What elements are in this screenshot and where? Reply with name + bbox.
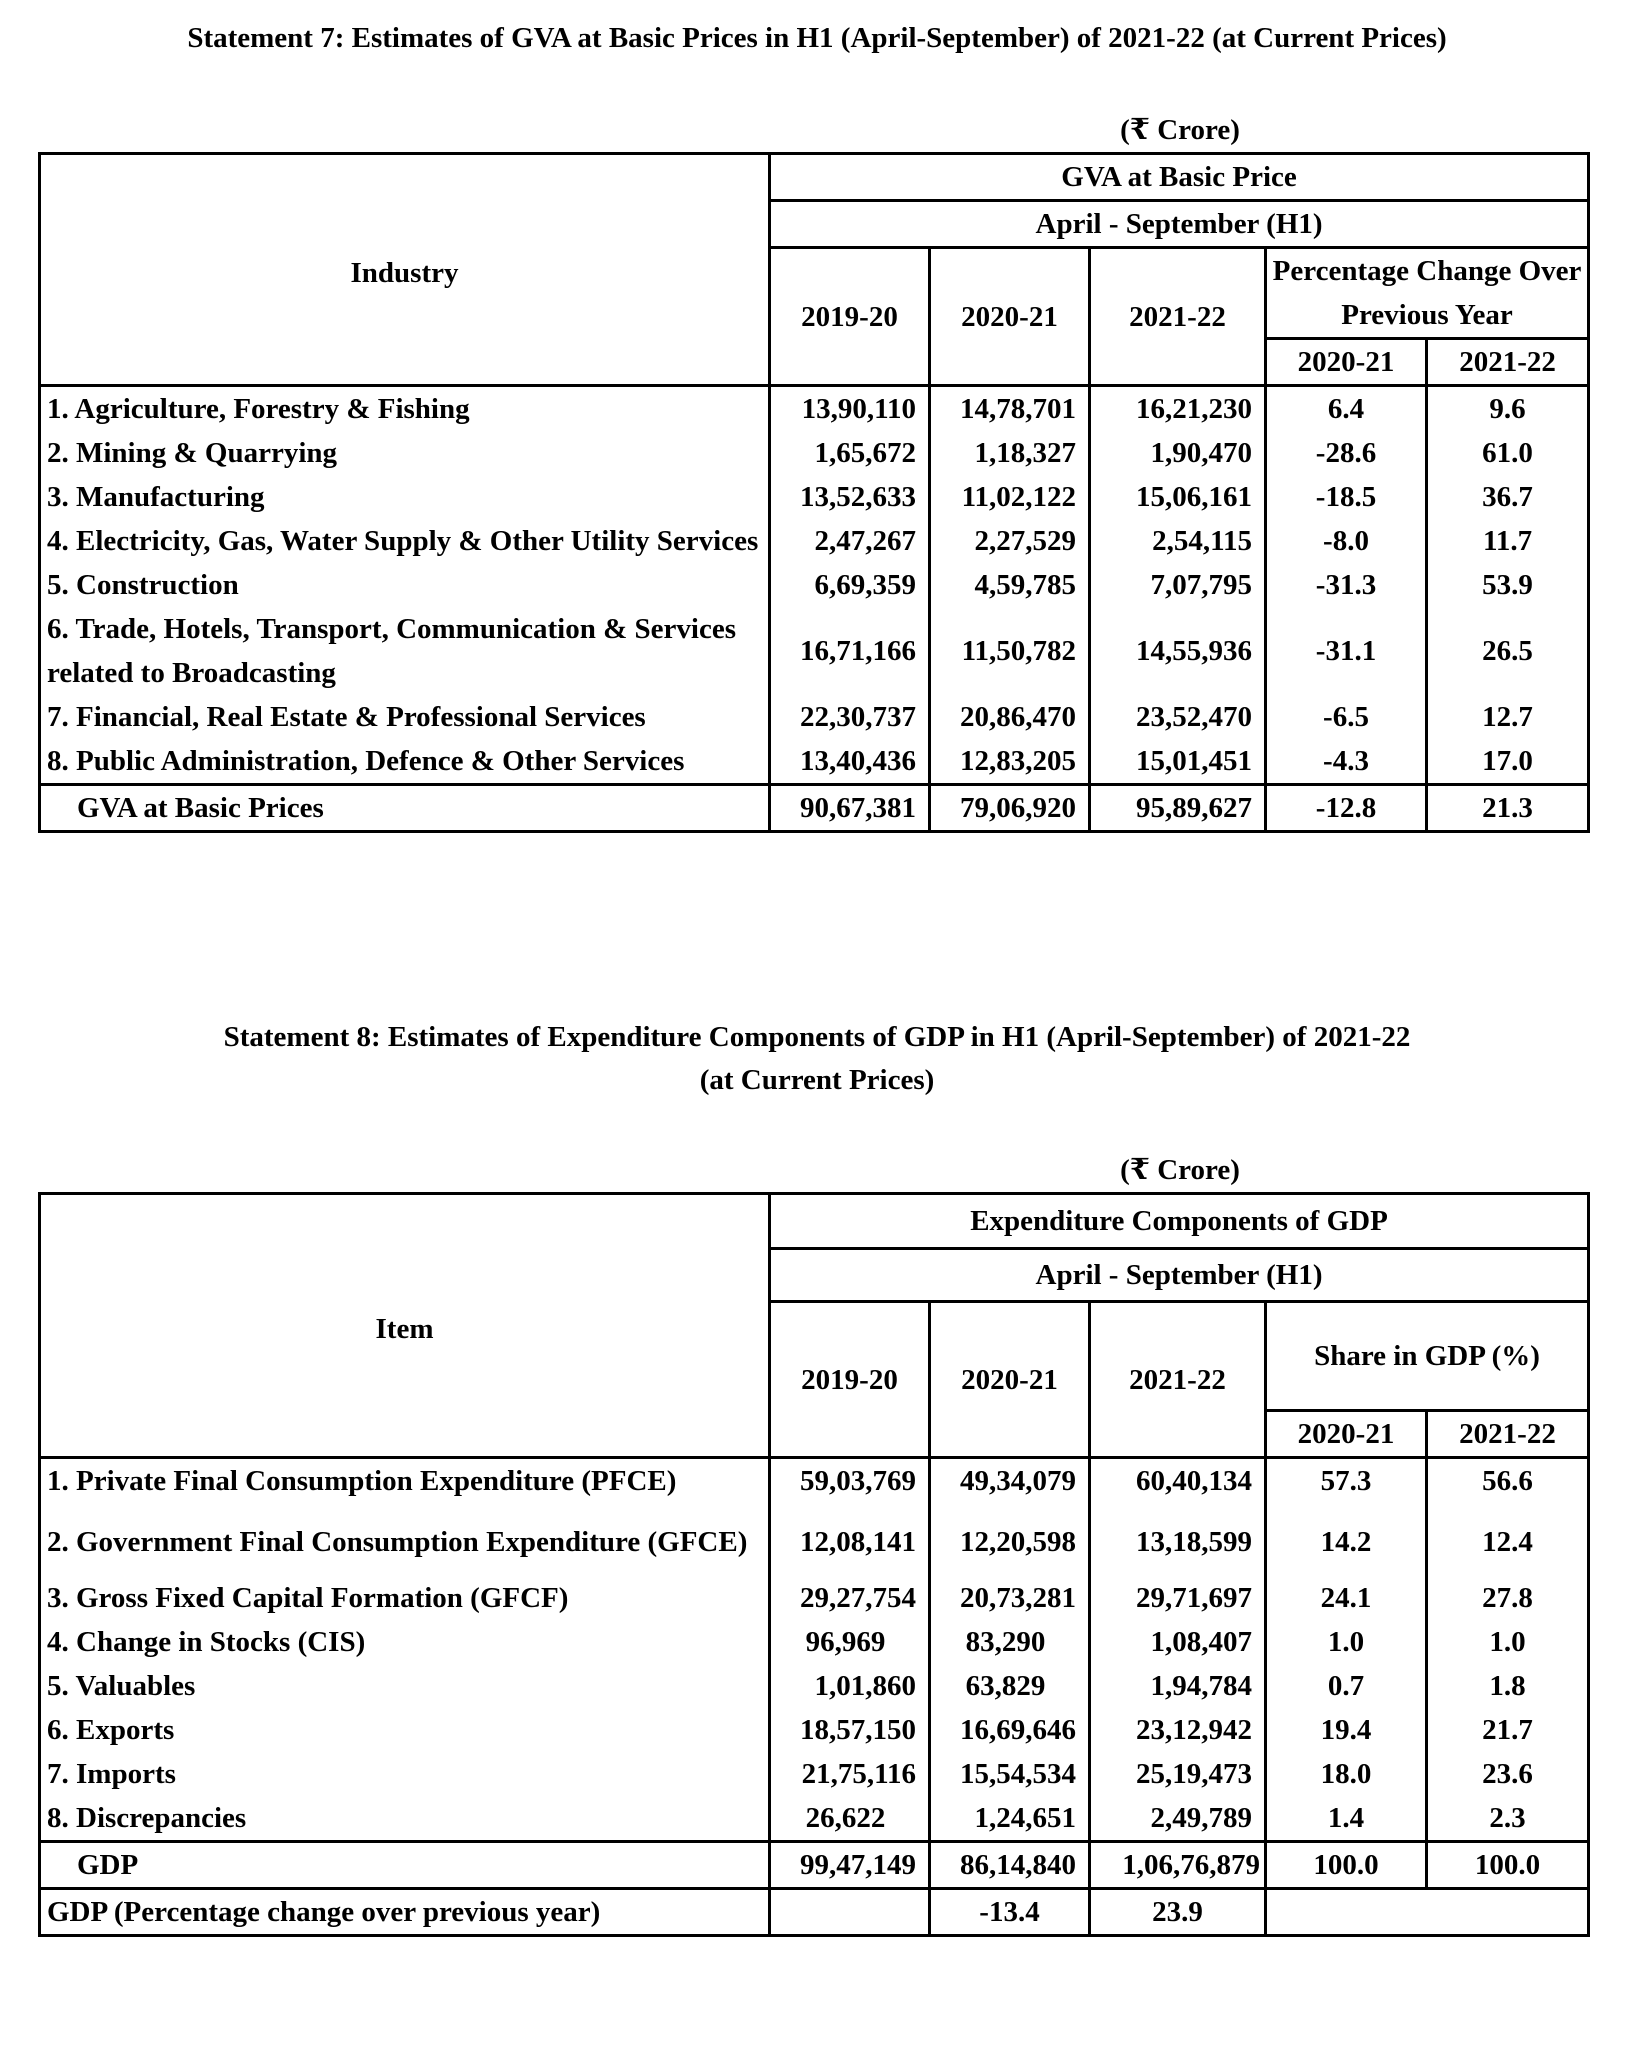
cell: 53.9 (1427, 563, 1589, 607)
table-row (40, 1708, 1589, 1752)
statement8-title: Statement 8: Estimates of Expenditure Components of GDP in H1 (April-September) of 2021-22 (223, 1021, 1411, 1053)
statement7-title: Statement 7: Estimates of GVA at Basic Prices in H1 (April-September) of 2021-22 (at Current Prices) (187, 22, 1447, 54)
cell: 14.2 (1266, 1508, 1427, 1576)
cell: 29,71,697 (1090, 1576, 1266, 1620)
year-header: 2019-20 (770, 248, 930, 386)
row-label: 7. Imports (40, 1752, 770, 1796)
year-header: 2021-22 (1090, 1302, 1266, 1458)
table-row (40, 607, 1589, 695)
cell: 79,06,920 (930, 785, 1090, 832)
table-row (40, 1752, 1589, 1796)
cell: 12.4 (1427, 1508, 1589, 1576)
table-row (40, 563, 1589, 607)
cell: 6,69,359 (770, 563, 930, 607)
cell: 25,19,473 (1090, 1752, 1266, 1796)
expenditure-group-header: Expenditure Components of GDP (770, 1194, 1589, 1249)
cell: 6.4 (1266, 386, 1427, 432)
cell: 12,08,141 (770, 1508, 930, 1576)
cell: 14,55,936 (1090, 607, 1266, 695)
pct-change-header: Percentage Change Over Previous Year (1266, 248, 1589, 339)
table-row (40, 1796, 1589, 1842)
cell: -12.8 (1266, 785, 1427, 832)
share-year-header: 2020-21 (1266, 1411, 1427, 1458)
cell: 27.8 (1427, 1576, 1589, 1620)
cell: 15,54,534 (930, 1752, 1090, 1796)
table-row (40, 386, 1589, 432)
cell: 1.0 (1266, 1620, 1427, 1664)
row-label: 3. Gross Fixed Capital Formation (GFCF) (40, 1576, 770, 1620)
industry-header: Industry (40, 154, 770, 386)
row-label: 6. Exports (40, 1708, 770, 1752)
cell: -13.4 (930, 1888, 1090, 1935)
table-row (40, 519, 1589, 563)
cell: 100.0 (1427, 1841, 1589, 1888)
cell: -31.1 (1266, 607, 1427, 695)
cell: -8.0 (1266, 519, 1427, 563)
cell: 13,18,599 (1090, 1508, 1266, 1576)
cell: 14,78,701 (930, 386, 1090, 432)
period-header: April - September (H1) (770, 1249, 1589, 1302)
cell: 90,67,381 (770, 785, 930, 832)
cell: 99,47,149 (770, 1841, 930, 1888)
cell: 23.6 (1427, 1752, 1589, 1796)
row-label: 8. Public Administration, Defence & Other Services (40, 739, 770, 785)
statement7-unit: (₹ Crore) (1120, 114, 1240, 146)
cell: 7,07,795 (1090, 563, 1266, 607)
cell: 1,24,651 (930, 1796, 1090, 1842)
row-label: 2. Mining & Quarrying (40, 431, 770, 475)
cell: 19.4 (1266, 1708, 1427, 1752)
cell: 16,71,166 (770, 607, 930, 695)
row-label: 8. Discrepancies (40, 1796, 770, 1842)
cell: -18.5 (1266, 475, 1427, 519)
cell: 1,08,407 (1090, 1620, 1266, 1664)
cell: 1,06,76,879 (1090, 1841, 1266, 1888)
cell: 2,27,529 (930, 519, 1090, 563)
cell: 12,83,205 (930, 739, 1090, 785)
cell: 11,50,782 (930, 607, 1090, 695)
cell: 22,30,737 (770, 695, 930, 739)
cell: 1,94,784 (1090, 1664, 1266, 1708)
table-row (40, 1576, 1589, 1620)
row-label: 5. Construction (40, 563, 770, 607)
cell (770, 1888, 930, 1935)
pct-year-header: 2020-21 (1266, 339, 1427, 386)
year-header: 2020-21 (930, 248, 1090, 386)
share-year-header: 2021-22 (1427, 1411, 1589, 1458)
cell: 83,290 (930, 1620, 1090, 1664)
statement8-table (38, 1192, 1590, 1937)
cell: 29,27,754 (770, 1576, 930, 1620)
cell: 20,86,470 (930, 695, 1090, 739)
cell: 16,69,646 (930, 1708, 1090, 1752)
cell: 61.0 (1427, 431, 1589, 475)
row-label: 1. Private Final Consumption Expenditure (PFCE) (40, 1458, 770, 1508)
table-row (40, 1620, 1589, 1664)
cell: 26,622 (770, 1796, 930, 1842)
cell: 13,52,633 (770, 475, 930, 519)
row-label: 4. Electricity, Gas, Water Supply & Other Utility Services (40, 519, 770, 563)
cell: 9.6 (1427, 386, 1589, 432)
cell: -31.3 (1266, 563, 1427, 607)
cell: 100.0 (1266, 1841, 1427, 1888)
statement8-unit: (₹ Crore) (1120, 1154, 1240, 1186)
total-label: GVA at Basic Prices (40, 785, 770, 832)
total-row (40, 1841, 1589, 1888)
cell: 1,90,470 (1090, 431, 1266, 475)
cell: 23.9 (1090, 1888, 1266, 1935)
cell: 2,49,789 (1090, 1796, 1266, 1842)
row-label: 3. Manufacturing (40, 475, 770, 519)
cell: 4,59,785 (930, 563, 1090, 607)
table-row (40, 431, 1589, 475)
row-label: 7. Financial, Real Estate & Professional Services (40, 695, 770, 739)
cell: 95,89,627 (1090, 785, 1266, 832)
statement8-subtitle: (at Current Prices) (699, 1064, 935, 1096)
row-label: 5. Valuables (40, 1664, 770, 1708)
cell: 1,01,860 (770, 1664, 930, 1708)
row-label: 6. Trade, Hotels, Transport, Communication & Services related to Broadcasting (40, 607, 770, 695)
cell: 21,75,116 (770, 1752, 930, 1796)
cell: 17.0 (1427, 739, 1589, 785)
cell: 1,18,327 (930, 431, 1090, 475)
statement7-table (38, 152, 1590, 833)
item-header: Item (40, 1194, 770, 1458)
growth-row (40, 1888, 1589, 1935)
row-label: 1. Agriculture, Forestry & Fishing (40, 386, 770, 432)
cell: 11,02,122 (930, 475, 1090, 519)
cell: 23,52,470 (1090, 695, 1266, 739)
cell: -28.6 (1266, 431, 1427, 475)
cell: 13,90,110 (770, 386, 930, 432)
cell: 1.0 (1427, 1620, 1589, 1664)
table-row (40, 1664, 1589, 1708)
gva-group-header: GVA at Basic Price (770, 154, 1589, 201)
table-row (40, 475, 1589, 519)
cell: 63,829 (930, 1664, 1090, 1708)
cell: 15,01,451 (1090, 739, 1266, 785)
cell: 13,40,436 (770, 739, 930, 785)
cell: 18.0 (1266, 1752, 1427, 1796)
cell: 11.7 (1427, 519, 1589, 563)
cell: 26.5 (1427, 607, 1589, 695)
cell (1266, 1888, 1589, 1935)
cell: 23,12,942 (1090, 1708, 1266, 1752)
table-row (40, 1508, 1589, 1576)
cell: -4.3 (1266, 739, 1427, 785)
cell: 57.3 (1266, 1458, 1427, 1508)
cell: 2,54,115 (1090, 519, 1266, 563)
cell: 1.8 (1427, 1664, 1589, 1708)
total-row (40, 785, 1589, 832)
year-header: 2021-22 (1090, 248, 1266, 386)
table-row (40, 695, 1589, 739)
row-label: 4. Change in Stocks (CIS) (40, 1620, 770, 1664)
year-header: 2019-20 (770, 1302, 930, 1458)
cell: 2,47,267 (770, 519, 930, 563)
total-label: GDP (40, 1841, 770, 1888)
table-row (40, 739, 1589, 785)
cell: 1,65,672 (770, 431, 930, 475)
cell: 86,14,840 (930, 1841, 1090, 1888)
cell: 36.7 (1427, 475, 1589, 519)
pct-year-header: 2021-22 (1427, 339, 1589, 386)
cell: 12,20,598 (930, 1508, 1090, 1576)
period-header: April - September (H1) (770, 201, 1589, 248)
cell: 18,57,150 (770, 1708, 930, 1752)
cell: 15,06,161 (1090, 475, 1266, 519)
cell: 24.1 (1266, 1576, 1427, 1620)
growth-label: GDP (Percentage change over previous year) (40, 1888, 770, 1935)
row-label: 2. Government Final Consumption Expenditure (GFCE) (40, 1508, 770, 1576)
cell: 96,969 (770, 1620, 930, 1664)
cell: 1.4 (1266, 1796, 1427, 1842)
table-row (40, 1458, 1589, 1508)
year-header: 2020-21 (930, 1302, 1090, 1458)
cell: 60,40,134 (1090, 1458, 1266, 1508)
cell: 56.6 (1427, 1458, 1589, 1508)
cell: 2.3 (1427, 1796, 1589, 1842)
cell: 21.7 (1427, 1708, 1589, 1752)
cell: 20,73,281 (930, 1576, 1090, 1620)
cell: 0.7 (1266, 1664, 1427, 1708)
share-header: Share in GDP (%) (1266, 1302, 1589, 1411)
cell: 59,03,769 (770, 1458, 930, 1508)
cell: 21.3 (1427, 785, 1589, 832)
cell: 12.7 (1427, 695, 1589, 739)
cell: 49,34,079 (930, 1458, 1090, 1508)
cell: -6.5 (1266, 695, 1427, 739)
cell: 16,21,230 (1090, 386, 1266, 432)
